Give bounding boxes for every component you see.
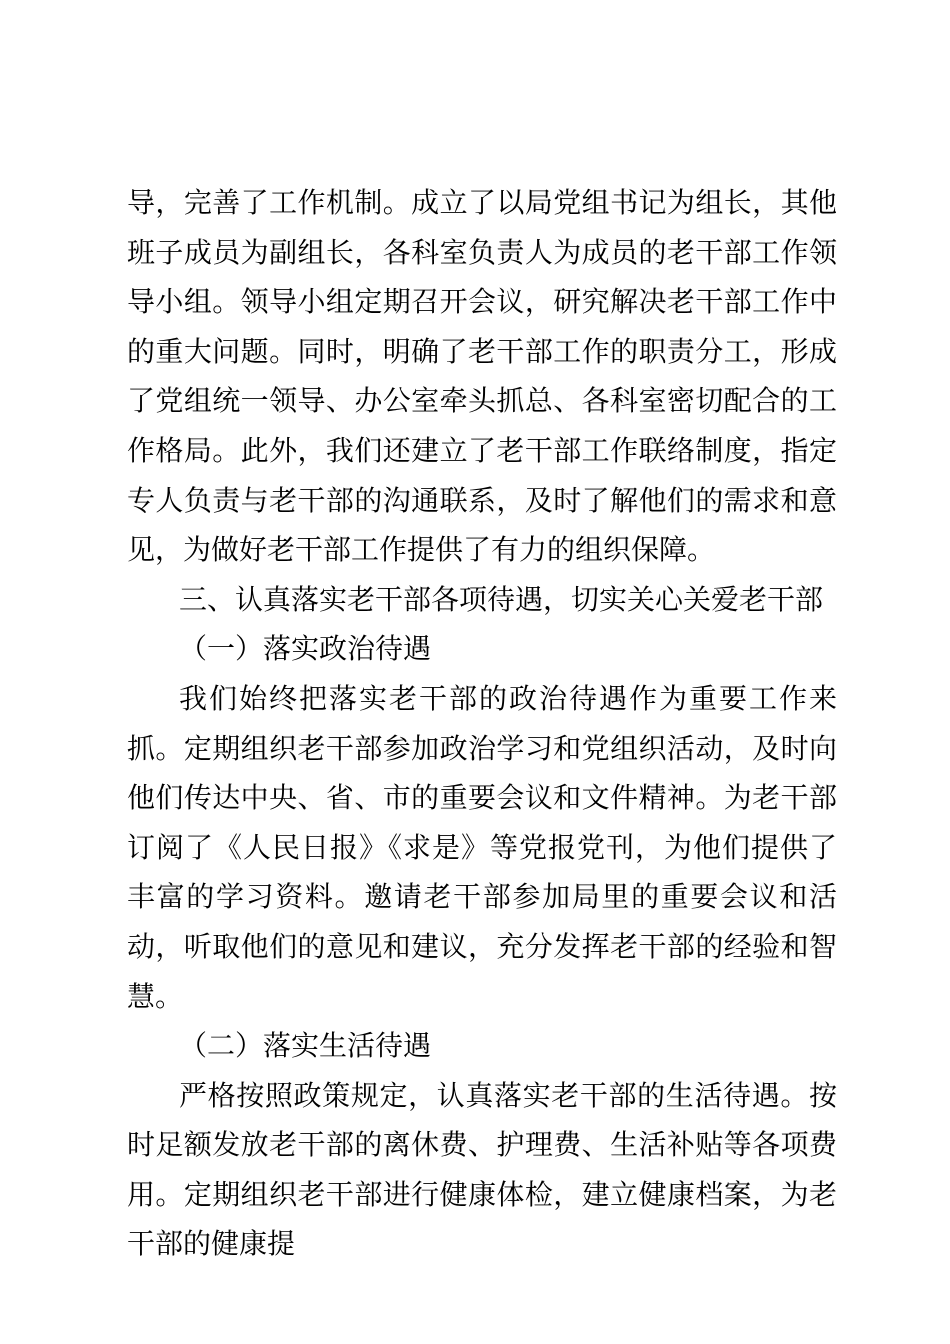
document-body: [127, 178, 837, 1269]
subheading-political-treatment: （一）落实政治待遇: [179, 632, 432, 666]
subheading-living-treatment: （二）落实生活待遇: [179, 1029, 432, 1063]
section-heading-three: 三、认真落实老干部各项待遇，切实关心关爱老干部: [179, 582, 824, 616]
paragraph-political-treatment: 我们始终把落实老干部的政治待遇作为重要工作来抓。定期组织老干部参加政治学习和党组织活动，及时向他们传达中央、省、市的重要会议和文件精神。为老干部订阅了《人民日报》《求是》等党报党刊，为他们提供了丰富的学习资料。邀请老干部参加局里的重要会议和活动，听取他们的意见和建议，充分发挥老干部的经验和智慧。: [127, 681, 837, 1013]
paragraph-organization-guarantee: 导，完善了工作机制。成立了以局党组书记为组长，其他班子成员为副组长，各科室负责人为成员的老干部工作领导小组。领导小组定期召开会议，研究解决老干部工作中的重大问题。同时，明确了老干部工作的职责分工，形成了党组统一领导、办公室牵头抓总、各科室密切配合的工作格局。此外，我们还建立了老干部工作联络制度，指定专人负责与老干部的沟通联系，及时了解他们的需求和意见，为做好老干部工作提供了有力的组织保障。: [127, 186, 837, 567]
paragraph-living-treatment: 严格按照政策规定，认真落实老干部的生活待遇。按时足额发放老干部的离休费、护理费、生活补贴等各项费用。定期组织老干部进行健康体检，建立健康档案，为老干部的健康提: [127, 1078, 837, 1261]
